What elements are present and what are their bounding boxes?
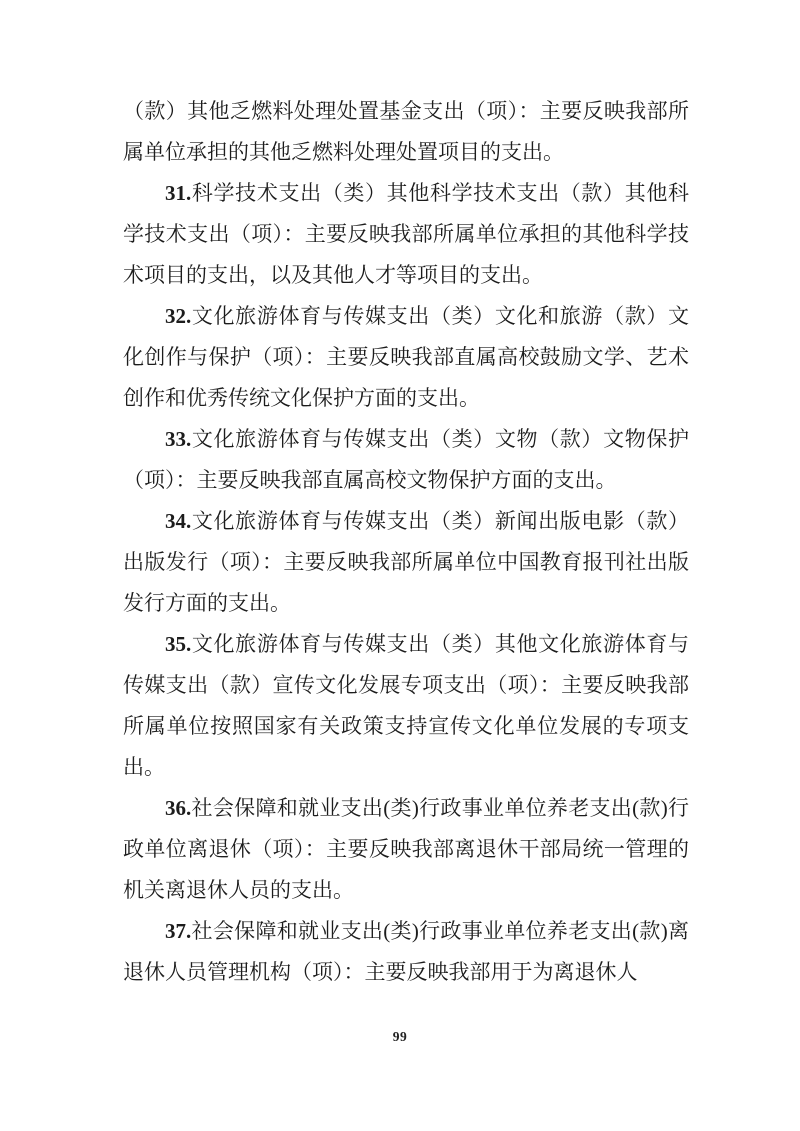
document-body — [123, 91, 689, 993]
page-footer — [0, 1028, 800, 1046]
paragraph-text: 文化旅游体育与传媒支出（类）文化和旅游（款）文化创作与保护（项）：主要反映我部直属高校鼓励文学、艺术创作和优秀传统文化保护方面的支出。 — [123, 304, 689, 410]
paragraph — [123, 91, 689, 173]
paragraph — [123, 419, 689, 501]
paragraph — [123, 501, 689, 624]
paragraph-number: 36. — [165, 796, 192, 820]
paragraph-number: 34. — [165, 509, 192, 533]
paragraph-text: 社会保障和就业支出(类)行政事业单位养老支出(款)行政单位离退休（项）：主要反映我部离退休干部局统一管理的机关离退休人员的支出。 — [123, 796, 689, 902]
page-number: 99 — [392, 1029, 408, 1044]
paragraph-text: 文化旅游体育与传媒支出（类）新闻出版电影（款）出版发行（项）：主要反映我部所属单位中国教育报刊社出版发行方面的支出。 — [123, 509, 689, 615]
paragraph-text: 文化旅游体育与传媒支出（类）文物（款）文物保护（项）：主要反映我部直属高校文物保护方面的支出。 — [123, 427, 689, 492]
paragraph — [123, 173, 689, 296]
paragraph-text: 科学技术支出（类）其他科学技术支出（款）其他科学技术支出（项）：主要反映我部所属单位承担的其他科学技术项目的支出，以及其他人才等项目的支出。 — [123, 181, 689, 287]
paragraph — [123, 624, 689, 788]
paragraph-text: 文化旅游体育与传媒支出（类）其他文化旅游体育与传媒支出（款）宣传文化发展专项支出（项）：主要反映我部所属单位按照国家有关政策支持宣传文化单位发展的专项支出。 — [123, 632, 689, 779]
paragraph-text: （款）其他乏燃料处理处置基金支出（项）：主要反映我部所属单位承担的其他乏燃料处理处置项目的支出。 — [123, 99, 689, 164]
paragraph-text: 社会保障和就业支出(类)行政事业单位养老支出(款)离退休人员管理机构（项）：主要反映我部用于为离退休人 — [123, 919, 689, 984]
paragraph-number: 33. — [165, 427, 192, 451]
paragraph-number: 37. — [165, 919, 192, 943]
paragraph — [123, 296, 689, 419]
paragraph — [123, 911, 689, 993]
paragraph-number: 35. — [165, 632, 192, 656]
paragraph-number: 31. — [165, 181, 192, 205]
paragraph — [123, 788, 689, 911]
paragraph-number: 32. — [165, 304, 192, 328]
